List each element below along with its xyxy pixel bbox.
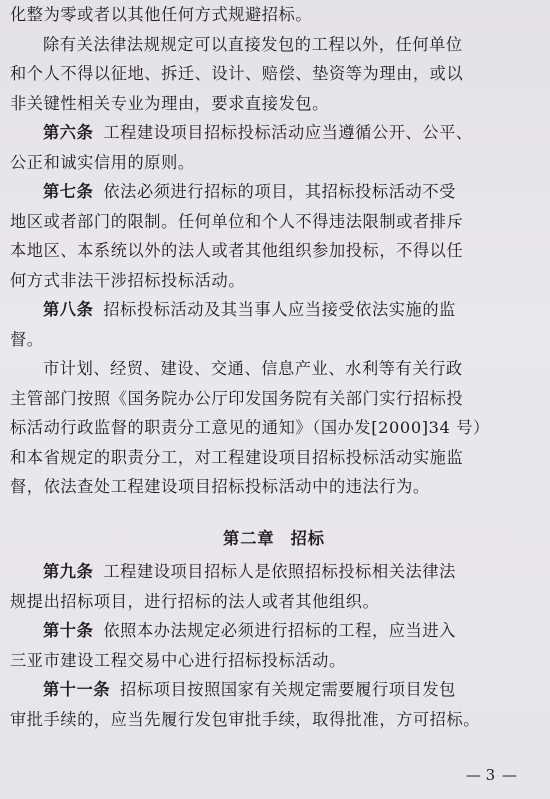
paragraph-line: 三亚市建设工程交易中心进行招标投标活动。 [10, 650, 346, 670]
article-number: 第六条 [43, 123, 94, 142]
chapter-number: 第二章 [223, 528, 275, 548]
paragraph-line: 督，依法查处工程建设项目招标投标活动中的违法行为。 [10, 477, 430, 496]
paragraph-line: 公正和诚实信用的原则。 [10, 152, 195, 172]
article-10-first-line [10, 616, 538, 646]
article-number: 第十条 [43, 621, 94, 640]
paragraph-line: 依照本办法规定必须进行招标的工程，应当进入 [103, 621, 456, 640]
paragraph-line: 非关键性相关专业为理由，要求直接发包。 [10, 93, 329, 113]
paragraph-line: 招标投标活动及其当事人应当接受依法实施的监 [103, 300, 456, 319]
paragraph-line: 标活动行政监督的职责分工意见的通知》（国办发[2000]34 号） [10, 418, 490, 437]
paragraph-line: 除有关法律法规规定可以直接发包的工程以外，任何单位 [43, 34, 463, 54]
paragraph-line: 和个人不得以征地、拆迁、设计、赔偿、垫资等为理由，或以 [10, 64, 464, 83]
paragraph-line: 本地区、本系统以外的法人或者其他组织参加投标，不得以任 [10, 241, 464, 260]
article-8-first-line [10, 295, 538, 325]
article-11-first-line [10, 675, 538, 705]
body-text [10, 0, 538, 734]
paragraph-line: 督。 [10, 329, 44, 349]
paragraph-line: 规提出招标项目，进行招标的法人或者其他组织。 [10, 591, 380, 611]
paragraph-line: 地区或者部门的限制。任何单位和个人不得违法限制或者排斥 [10, 211, 464, 231]
article-9-first-line [10, 557, 538, 587]
article-7-first-line [10, 177, 538, 207]
article-number: 第八条 [43, 300, 94, 319]
chapter-heading [10, 524, 538, 554]
article-number: 第十一条 [43, 680, 111, 699]
page-number-value: 3 [485, 766, 497, 784]
article-number: 第九条 [43, 562, 94, 581]
paragraph-line: 工程建设项目招标投标活动应当遵循公开、公平、 [103, 123, 473, 142]
paragraph-line: 依法必须进行招标的项目，其招标投标活动不受 [103, 182, 456, 201]
page-number: — 3 — [465, 766, 516, 784]
paragraph-line: 市计划、经贸、建设、交通、信息产业、水利等有关行政 [43, 359, 463, 378]
chapter-title: 招标 [290, 528, 325, 548]
article-6-first-line [10, 118, 538, 148]
paragraph-line: 审批手续的，应当先履行发包审批手续，取得批准，方可招标。 [10, 709, 481, 729]
paragraph-line: 何方式非法干涉招标投标活动。 [10, 270, 246, 290]
paragraph-line: 招标项目按照国家有关规定需要履行项目发包 [120, 680, 456, 699]
article-number: 第七条 [43, 182, 94, 201]
paragraph-line: 和本省规定的职责分工，对工程建设项目招标投标活动实施监 [10, 447, 464, 467]
paragraph-line: 化整为零或者以其他任何方式规避招标。 [10, 5, 313, 24]
paragraph-line: 工程建设项目招标人是依照招标投标相关法律法 [103, 562, 456, 581]
paragraph-line: 主管部门按照《国务院办公厅印发国务院有关部门实行招标投 [10, 388, 464, 408]
